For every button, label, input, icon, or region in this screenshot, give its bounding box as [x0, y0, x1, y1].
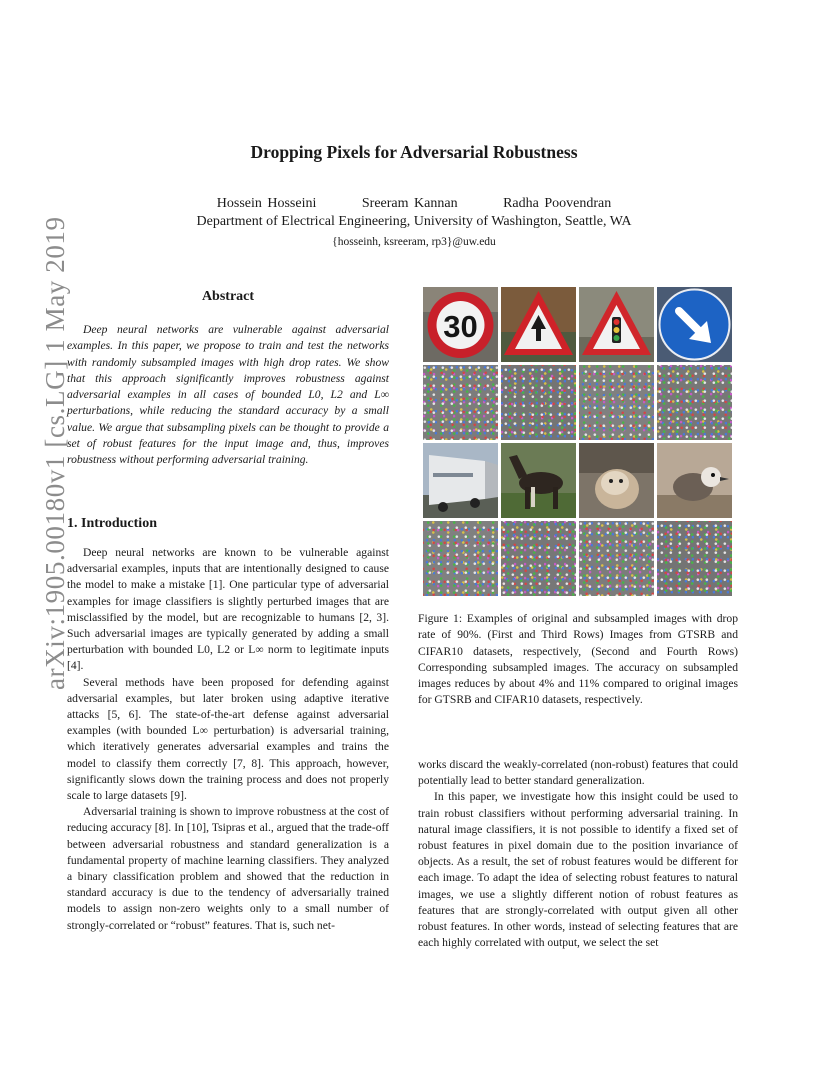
introduction-body	[67, 545, 389, 934]
author-name: Hossein Hosseini	[216, 196, 317, 211]
subsampled-image	[579, 365, 654, 440]
abstract-heading: Abstract	[201, 289, 255, 304]
sign-number: 30	[443, 309, 478, 344]
paragraph: works discard the weakly-correlated (non-robust) features that could potentially lead to better standard generalization.	[418, 758, 738, 788]
author-emails: {hosseinh, ksreeram, rp3}@uw.edu	[332, 236, 496, 248]
arxiv-identifier: arXiv:1905.00180v1 [cs.LG] 1 May 2019	[40, 216, 70, 690]
affiliation: Department of Electrical Engineering, University of Washington, Seattle, WA	[196, 214, 632, 229]
abstract-text: Deep neural networks are vulnerable against adversarial examples. In this paper, we propose to train and test the networks with randomly subsampled images with high drop rates. We show that this approach significantly improves robustness against adversarial examples in all cases of bounded L0, L2 and L∞ perturbations, while reducing the standard accuracy by a small value. We argue that subsampling pixels can be thought to provide a set of robust features for the input image and, thus, improves robustness without performing adversarial training.	[67, 323, 389, 467]
subsampled-image	[423, 365, 498, 440]
subsampled-image	[423, 521, 498, 596]
subsampled-image	[501, 521, 576, 596]
subsampled-image	[579, 521, 654, 596]
traffic-light-sign-image	[579, 287, 654, 362]
bird-image	[657, 443, 732, 518]
subsampled-image	[657, 365, 732, 440]
author-name: Sreeram Kannan	[361, 196, 458, 211]
author-list	[0, 196, 828, 212]
subsampled-image	[657, 521, 732, 596]
section-heading-introduction: 1. Introduction	[67, 516, 157, 531]
warning-sign-image	[501, 287, 576, 362]
horse-image	[501, 443, 576, 518]
author-name: Radha Poovendran	[503, 196, 612, 211]
right-column-body	[418, 757, 738, 951]
dog-image	[579, 443, 654, 518]
figure-1-caption: Figure 1: Examples of original and subsampled images with drop rate of 90%. (First and Third Rows) Images from GTSRB and CIFAR10 datasets, respectively, (Second and Fourth Rows) Corresponding subsampled images. The accuracy on subsampled images reduces by about 4% and 11% compared to original images for GTSRB and CIFAR10 datasets, respectively.	[418, 612, 738, 707]
figure-1-image-grid	[423, 287, 735, 599]
speed-limit-sign-image	[423, 287, 498, 362]
paragraph: Deep neural networks are known to be vulnerable against adversarial examples, inputs that are intentionally designed to cause the model to make a mistake [1]. One particular type of adversarial examples for image classifiers is slightly perturbed images that are misclassified by the model, but are recognizable to humans [2, 3]. Such adversarial images are typically generated by adding a small perturbation with bounded L0, L2 or L∞ norm to legitimate inputs [4].	[67, 546, 389, 673]
paragraph: Several methods have been proposed for defending against adversarial examples, but later broken using adaptive iterative attacks [5, 6]. The state-of-the-art defense against adversarial examples (with bounded L∞ perturbation) is adversarial training, which iteratively generates adversarial examples and trains the model to classify them correctly [7, 8]. This approach, however, significantly slows down the training process and does not properly scale to large datasets [9].	[67, 675, 389, 803]
direction-sign-image	[657, 287, 732, 362]
truck-image	[423, 443, 498, 518]
paper-title: Dropping Pixels for Adversarial Robustness	[250, 142, 578, 162]
paragraph: Adversarial training is shown to improve robustness at the cost of reducing accuracy [8]. In [10], Tsipras et al., argued that the trade-off between adversarial robustness and standard generalization is a fundamental property of machine learning classifiers. They analyzed a binary classification problem and showed that the reduction in standard accuracy is due to the tendency of adversarially trained models to assign non-zero weights only to a small number of strongly-correlated or “robust” features. That is, such net-	[67, 805, 389, 932]
subsampled-image	[501, 365, 576, 440]
paragraph: In this paper, we investigate how this insight could be used to train robust classifiers without performing adversarial training. In natural image classifiers, it is not possible to identify a fixed set of robust features in pixel domain due to the position invariance of objects. As a result, the set of robust features would be different for each image. To adapt the idea of selecting robust features to natural images, we use a slightly different notion of robust features as features that are strongly-correlated with output given all other robust features. In other words, instead of selecting features that are each highly correlated with output, we select the set	[418, 790, 738, 950]
